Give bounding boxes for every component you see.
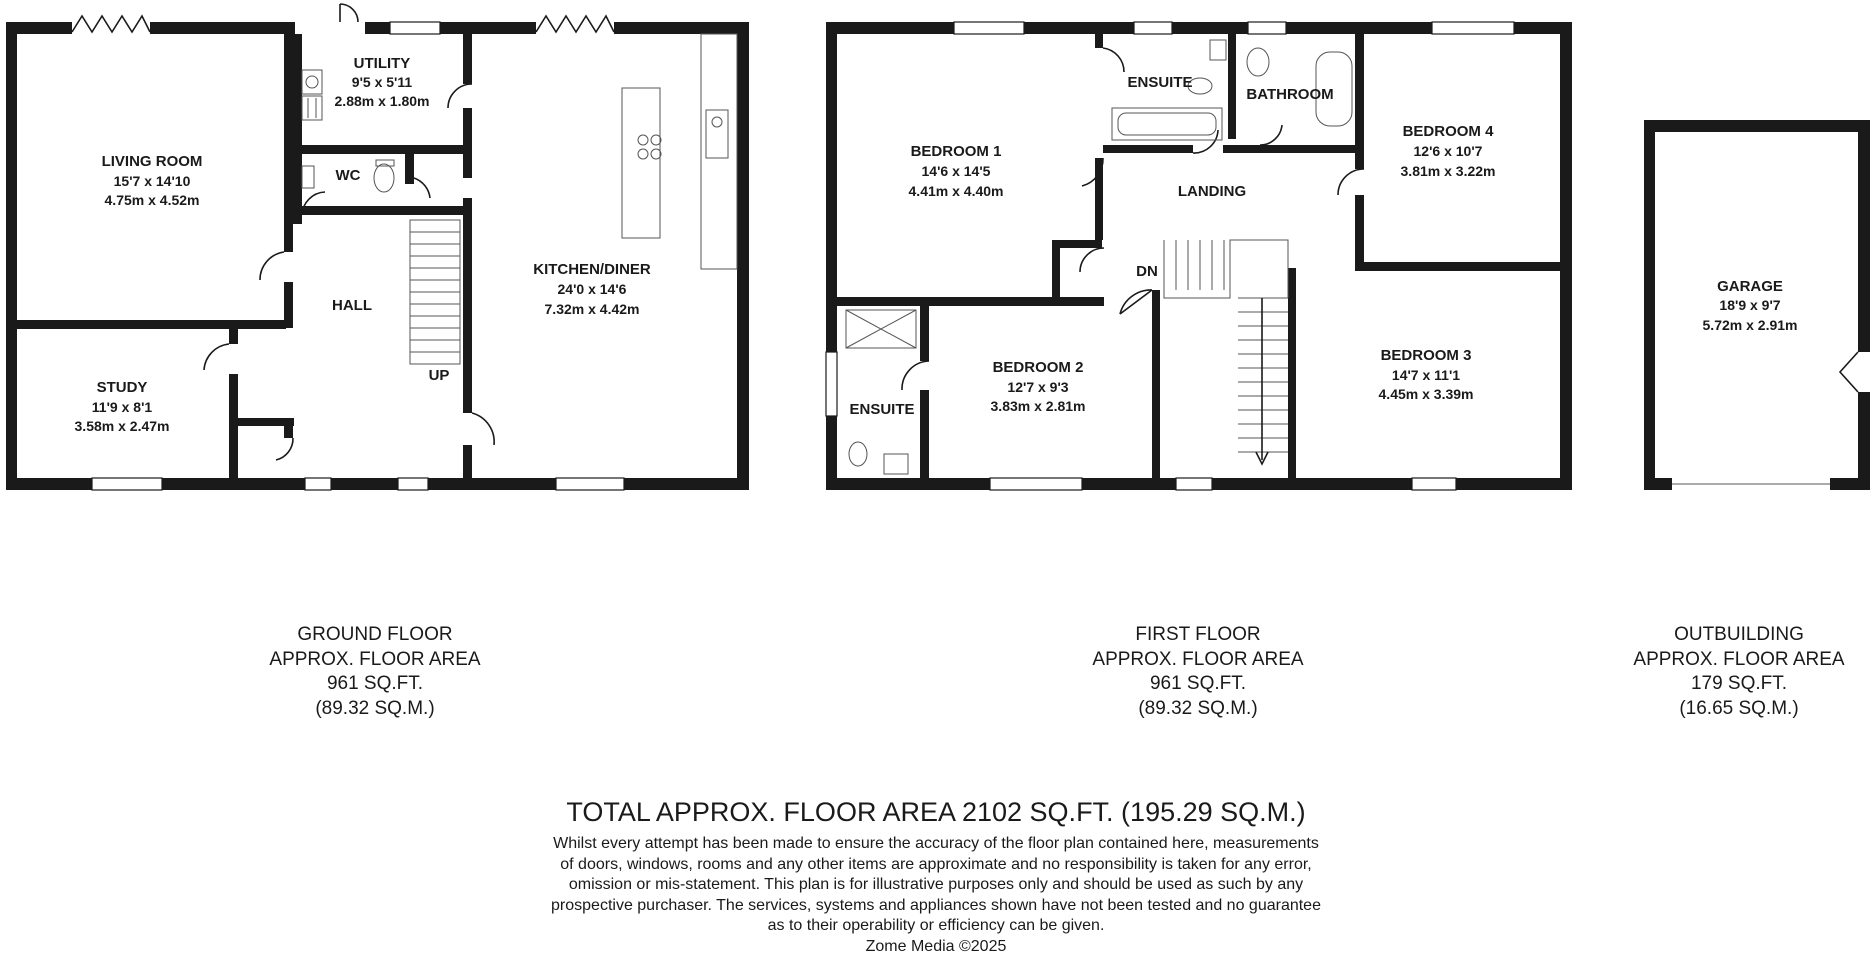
bedroom-1-name: BEDROOM 1 [910,143,1002,160]
bedroom-1-metric: 4.41m x 4.40m [908,183,1004,199]
first-floor-plan [826,22,1572,490]
ensuite-1-name: ENSUITE [1127,74,1193,91]
disclaimer-line: of doors, windows, rooms and any other items are approximate and no responsibility is taken for any error, [560,855,1312,873]
room-label-kitchen-diner [533,261,651,317]
disclaimer-line: as to their operability or efficiency can be given. [767,917,1105,934]
outbuilding-sqft: 179 SQ.FT. [1690,673,1788,694]
disclaimer-line: omission or mis-statement. This plan is for illustrative purposes only and should be used as such by any [568,876,1304,893]
hall-name: HALL [332,297,372,314]
ground-floor-name: GROUND FLOOR [297,624,453,645]
first-floor-stairs [1164,240,1296,478]
ground-floor-stairs [410,220,460,364]
kitchen-diner-name: KITCHEN/DINER [533,261,651,278]
bedroom-2-metric: 3.83m x 2.81m [990,398,1086,414]
outbuilding-name: OUTBUILDING [1674,624,1804,645]
ground-floor-sqft: 961 SQ.FT. [326,673,424,694]
disclaimer [486,834,1386,957]
living-room-imperial: 15'7 x 14'10 [113,173,191,189]
living-room-name: LIVING ROOM [101,153,203,170]
room-label-study [75,379,170,434]
ensuite-2-name: ENSUITE [849,401,915,418]
first-floor-name: FIRST FLOOR [1135,624,1261,645]
first-floor-sqm: (89.32 SQ.M.) [1138,697,1258,719]
utility-imperial: 9'5 x 5'11 [351,74,413,90]
ground-floor-sqm: (89.32 SQ.M.) [315,697,435,719]
ground-floor-caption: APPROX. FLOOR AREA [269,648,481,670]
disclaimer-line: prospective purchaser. The services, systems and appliances shown have not been tested and no guarantee [551,896,1321,914]
room-label-bedroom-3 [1379,347,1474,402]
bedroom-4-name: BEDROOM 4 [1402,123,1494,140]
ground-floor-area-caption [225,623,525,721]
bedroom-4-metric: 3.81m x 3.22m [1400,163,1496,179]
kitchen-diner-imperial: 24'0 x 14'6 [557,281,627,297]
garage-name: GARAGE [1717,278,1783,295]
utility-metric: 2.88m x 1.80m [334,93,430,109]
first-floor-sqft: 961 SQ.FT. [1149,673,1247,694]
outbuilding-sqm: (16.65 SQ.M.) [1679,697,1799,719]
study-imperial: 11'9 x 8'1 [91,399,153,415]
living-room-metric: 4.75m x 4.52m [104,192,200,208]
landing-name: LANDING [1177,183,1247,200]
bedroom-3-metric: 4.45m x 3.39m [1378,386,1474,402]
first-floor-caption: APPROX. FLOOR AREA [1092,648,1304,670]
stairs-down-label: DN [1136,263,1158,280]
first-floor-area-caption [1048,623,1348,721]
bedroom-1-imperial: 14'6 x 14'5 [921,163,991,179]
garage-imperial: 18'9 x 9'7 [1719,297,1781,313]
room-label-garage [1703,278,1798,333]
study-name: STUDY [96,379,148,396]
stairs-up-label: UP [428,367,450,384]
room-label-bedroom-2 [991,359,1086,414]
wc-name: WC [335,167,361,184]
room-label-living-room [102,153,203,208]
utility-name: UTILITY [353,55,411,72]
bedroom-2-imperial: 12'7 x 9'3 [1007,379,1069,395]
total-floor-area: TOTAL APPROX. FLOOR AREA 2102 SQ.FT. (195.29 SQ.M.) [566,797,1306,827]
disclaimer-line: Whilst every attempt has been made to ensure the accuracy of the floor plan contained here, measurements [553,835,1319,852]
bedroom-2-name: BEDROOM 2 [992,359,1084,376]
garage-metric: 5.72m x 2.91m [1702,317,1798,333]
bedroom-3-name: BEDROOM 3 [1380,347,1472,364]
study-metric: 3.58m x 2.47m [74,418,170,434]
room-label-bedroom-1 [909,143,1004,199]
outbuilding-area-caption [1608,623,1870,721]
bedroom-3-imperial: 14'7 x 11'1 [1391,367,1461,383]
kitchen-diner-metric: 7.32m x 4.42m [544,301,640,317]
room-label-bedroom-4 [1401,123,1496,179]
outbuilding-caption: APPROX. FLOOR AREA [1633,648,1845,670]
room-label-utility [335,55,430,109]
bedroom-4-imperial: 12'6 x 10'7 [1413,143,1483,159]
credit: Zome Media ©2025 [865,937,1007,955]
bathroom-name: BATHROOM [1246,86,1334,103]
